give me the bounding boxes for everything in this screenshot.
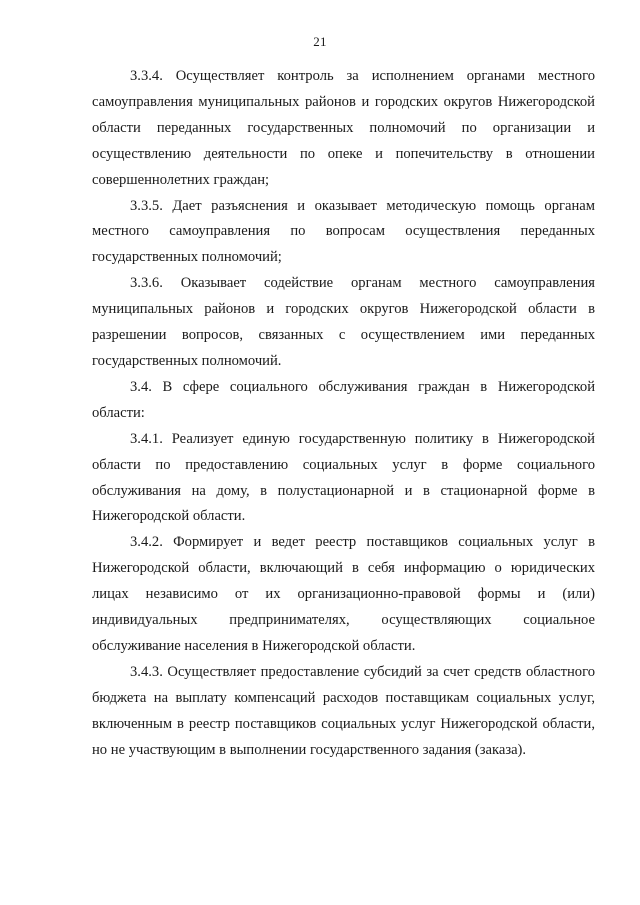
paragraph-3-4-3: 3.4.3. Осуществляет предоставление субсидий за счет средств областного бюджета на выплату компенсаций расходов поставщикам социальных услуг, включенным в реестр поставщиков социальных услуг Нижегородской области, но не участвующим в выполнении государственного задания (заказа). <box>92 663 595 758</box>
paragraph-3-3-5: 3.3.5. Дает разъяснения и оказывает методическую помощь органам местного самоуправления по вопросам осуществления переданных государственных полномочий; <box>92 197 595 266</box>
paragraph-3-3-4: 3.3.4. Осуществляет контроль за исполнением органами местного самоуправления муниципальных районов и городских округов Нижегородской области переданных государственных полномочий по организации и осуществлению деятельности по опеке и попечительству в отношении совершеннолетних граждан; <box>92 68 595 188</box>
paragraph-3-4-1: 3.4.1. Реализует единую государственную политику в Нижегородской области по предоставлению социальных услуг в форме социального обслуживания на дому, в полустационарной и в стационарной форме в Нижегородской области. <box>92 430 595 525</box>
document-body <box>92 64 595 763</box>
paragraph-3-4: 3.4. В сфере социального обслуживания граждан в Нижегородской области: <box>92 378 595 421</box>
page-number: 21 <box>313 34 327 49</box>
paragraph-3-3-6: 3.3.6. Оказывает содействие органам местного самоуправления муниципальных районов и городских округов Нижегородской области в разрешении вопросов, связанных с осуществлением ими переданных государственных полномочий. <box>92 275 595 369</box>
paragraph-3-4-2: 3.4.2. Формирует и ведет реестр поставщиков социальных услуг в Нижегородской области, включающий в себя информацию о юридических лицах независимо от их организационно-правовой формы и (или) индивидуальных предпринимателях, осуществляющих социальное обслуживание населения в Нижегородской области. <box>92 534 595 654</box>
